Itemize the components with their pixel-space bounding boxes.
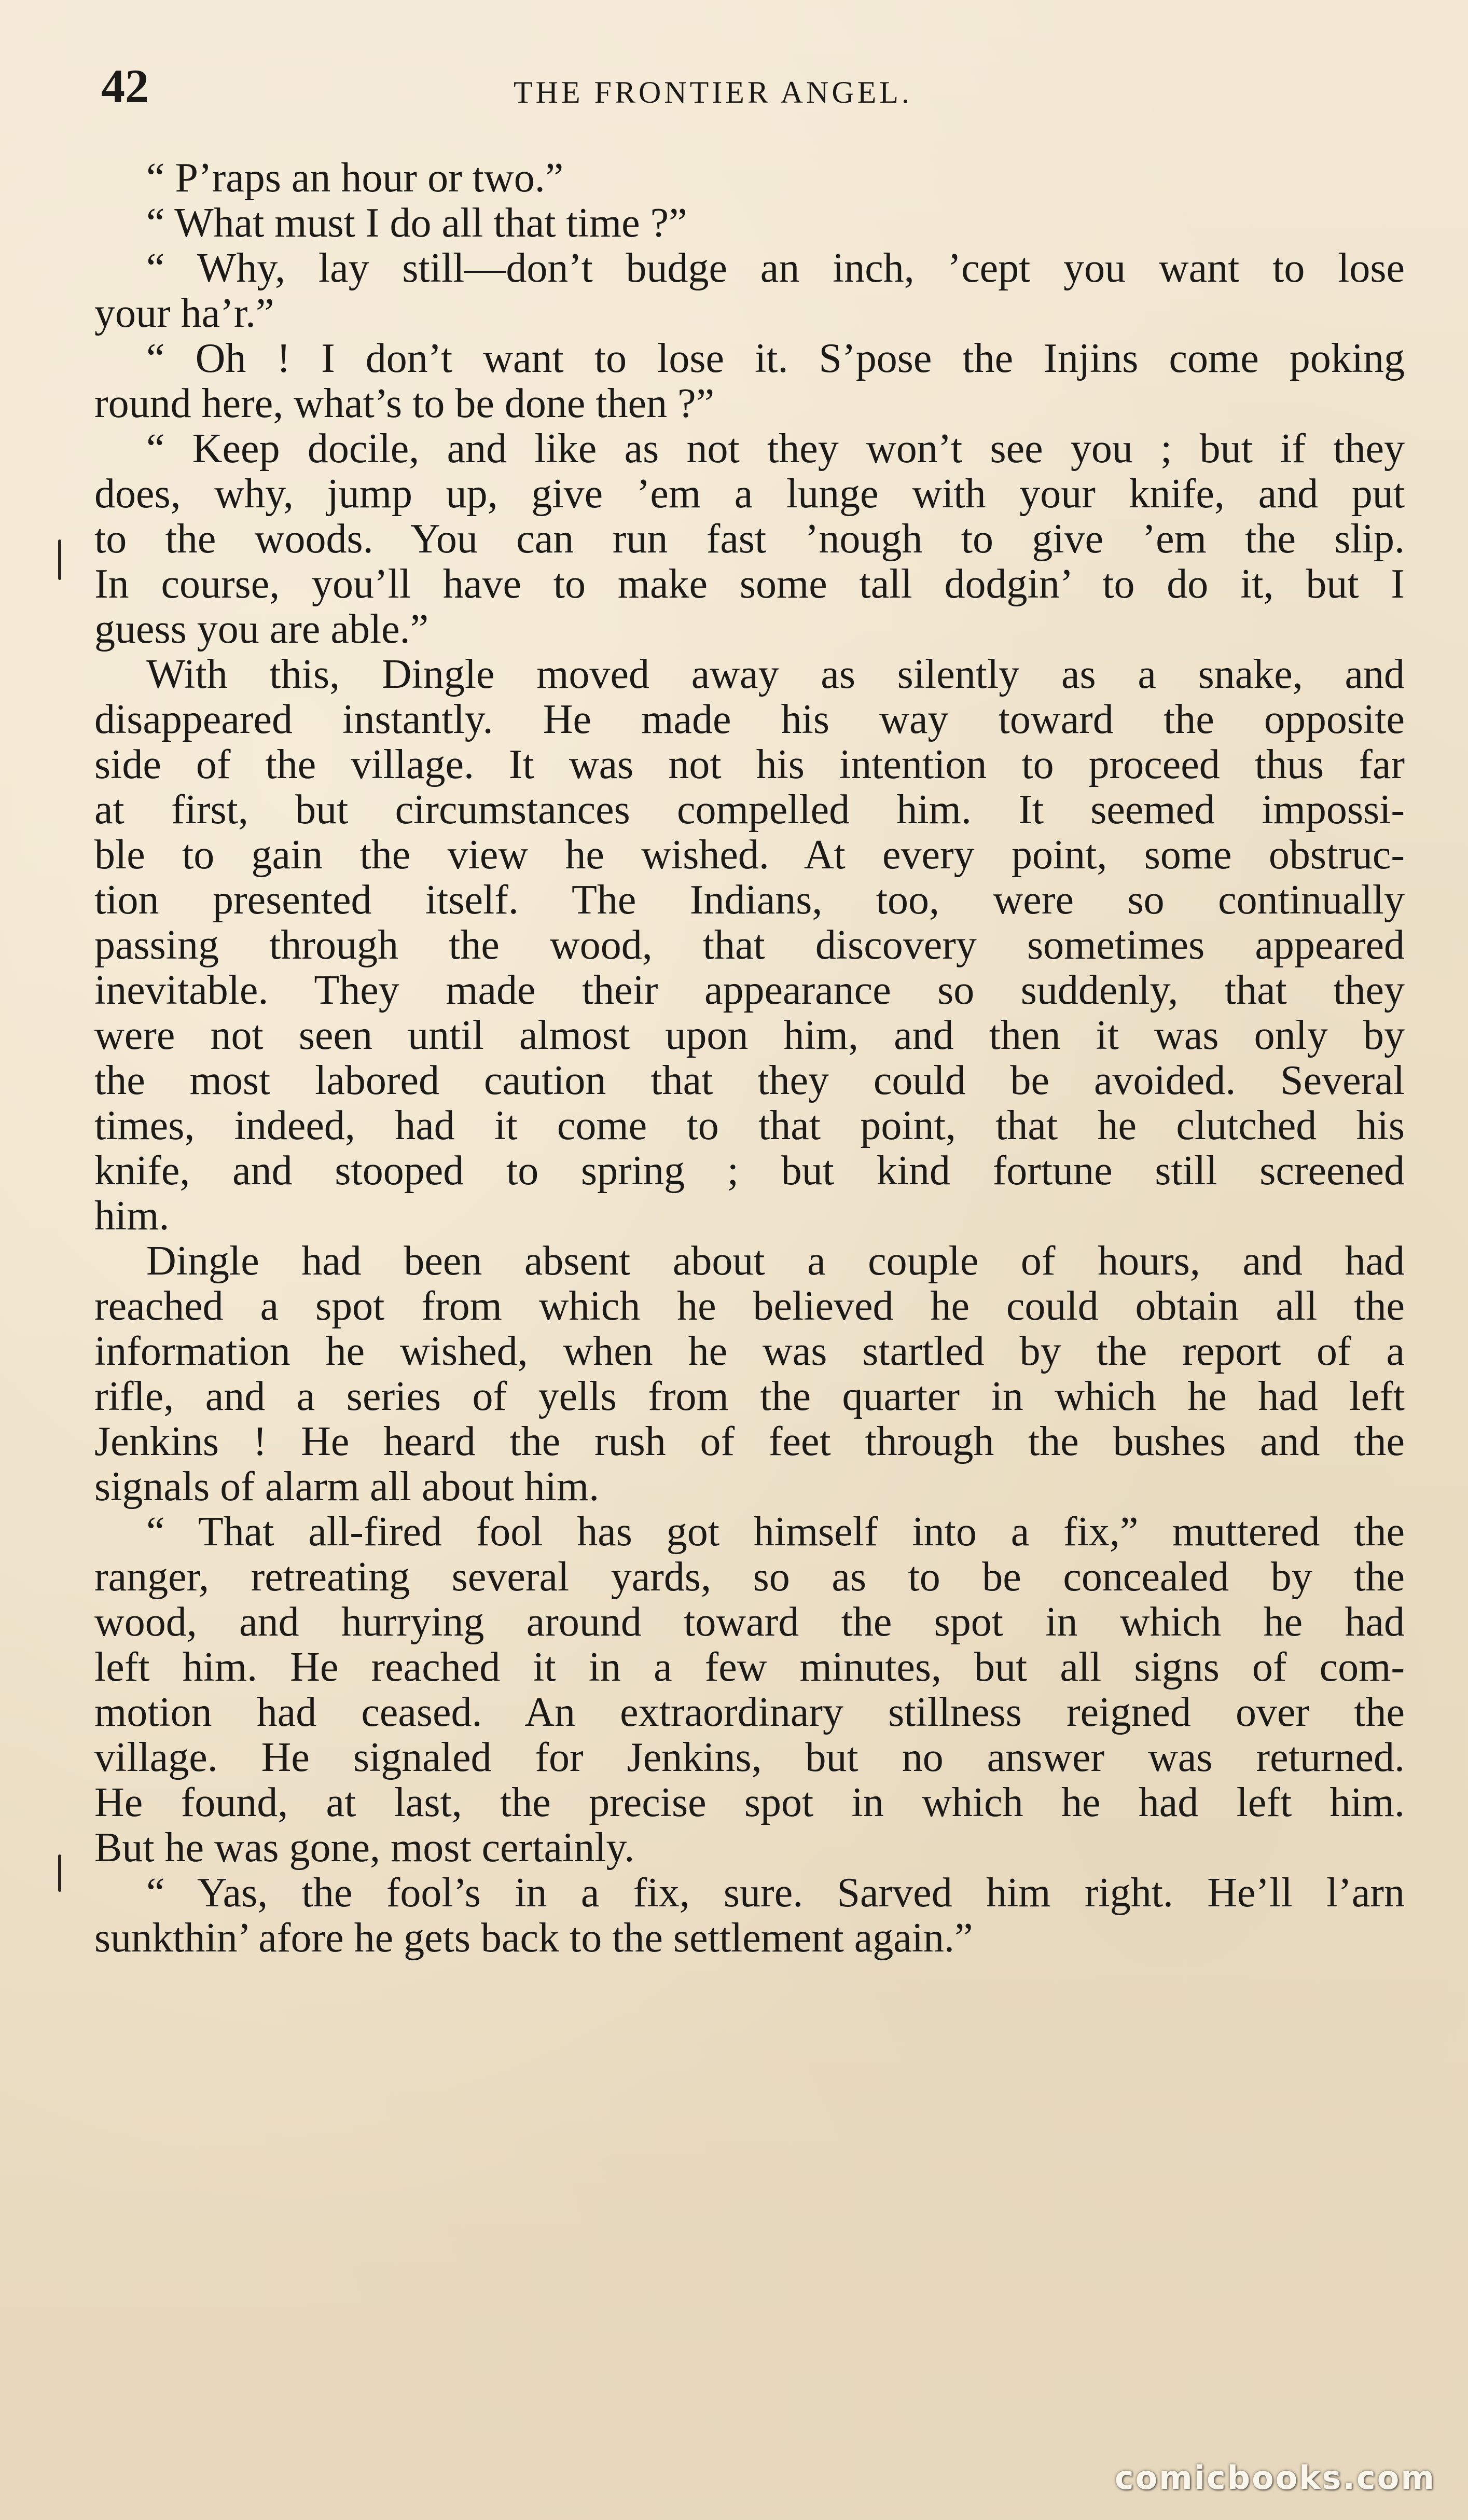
text-line: passing through the wood, that discovery sometimes appeared bbox=[94, 922, 1405, 968]
running-head: THE FRONTIER ANGEL. bbox=[514, 75, 912, 109]
text-line: knife, and stooped to spring ; but kind fortune still screened bbox=[94, 1148, 1405, 1194]
body-text bbox=[94, 156, 1405, 1961]
text-line: reached a spot from which he believed he could obtain all the bbox=[94, 1283, 1405, 1329]
text-line: “ Oh ! I don’t want to lose it. S’pose the Injins come poking bbox=[146, 336, 1405, 381]
text-line: inevitable. They made their appearance so suddenly, that they bbox=[94, 967, 1405, 1013]
text-line: “ P’raps an hour or two.” bbox=[146, 155, 564, 201]
text-line: were not seen until almost upon him, and then it was only by bbox=[94, 1013, 1405, 1058]
text-line: ranger, retreating several yards, so as to be concealed by the bbox=[94, 1554, 1405, 1600]
text-line: guess you are able.” bbox=[94, 606, 429, 652]
text-line: your ha’r.” bbox=[94, 290, 274, 336]
text-line: information he wished, when he was startled by the report of a bbox=[94, 1328, 1405, 1374]
text-line: rifle, and a series of yells from the quarter in which he had left bbox=[94, 1374, 1405, 1419]
text-line: times, indeed, had it come to that point, that he clutched his bbox=[94, 1103, 1405, 1148]
watermark: comicbooks.com bbox=[1114, 2459, 1436, 2497]
text-line: wood, and hurrying around toward the spot in which he had bbox=[94, 1599, 1405, 1645]
margin-mark bbox=[58, 1854, 61, 1892]
text-line: side of the village. It was not his intention to proceed thus far bbox=[94, 742, 1405, 787]
text-line: “ Why, lay still—don’t budge an inch, ’cept you want to lose bbox=[146, 245, 1405, 291]
text-line: left him. He reached it in a few minutes, but all signs of com- bbox=[94, 1644, 1405, 1690]
text-line: “ What must I do all that time ?” bbox=[146, 200, 687, 246]
text-line: to the woods. You can run fast ’nough to give ’em the slip. bbox=[94, 516, 1405, 562]
text-line: tion presented itself. The Indians, too, were so continually bbox=[94, 877, 1405, 923]
text-line: at first, but circumstances compelled him. It seemed impossi- bbox=[94, 787, 1405, 833]
text-line: “ That all-fired fool has got himself into a fix,” muttered the bbox=[146, 1509, 1405, 1555]
text-line: motion had ceased. An extraordinary stillness reigned over the bbox=[94, 1690, 1405, 1735]
text-line: Dingle had been absent about a couple of hours, and had bbox=[146, 1238, 1405, 1284]
text-line: him. bbox=[94, 1193, 170, 1239]
text-line: He found, at last, the precise spot in which he had left him. bbox=[94, 1780, 1405, 1825]
page-number: 42 bbox=[101, 60, 149, 113]
text-line: village. He signaled for Jenkins, but no answer was returned. bbox=[94, 1735, 1405, 1780]
text-line: does, why, jump up, give ’em a lunge with your knife, and put bbox=[94, 471, 1405, 517]
text-line: “ Yas, the fool’s in a fix, sure. Sarved him right. He’ll l’arn bbox=[146, 1870, 1405, 1916]
text-line: “ Keep docile, and like as not they won’t see you ; but if they bbox=[146, 426, 1405, 472]
text-line: round here, what’s to be done then ?” bbox=[94, 381, 715, 426]
text-line: sunkthin’ afore he gets back to the settlement again.” bbox=[94, 1915, 973, 1961]
text-line: With this, Dingle moved away as silently as a snake, and bbox=[146, 652, 1405, 697]
text-line: the most labored caution that they could be avoided. Several bbox=[94, 1058, 1405, 1103]
text-line: disappeared instantly. He made his way toward the opposite bbox=[94, 697, 1405, 742]
text-line: Jenkins ! He heard the rush of feet through the bushes and the bbox=[94, 1419, 1405, 1464]
text-line: In course, you’ll have to make some tall dodgin’ to do it, but I bbox=[94, 561, 1405, 607]
text-line: But he was gone, most certainly. bbox=[94, 1825, 635, 1871]
margin-mark bbox=[58, 539, 61, 580]
text-line: ble to gain the view he wished. At every point, some obstruc- bbox=[94, 832, 1405, 878]
text-line: signals of alarm all about him. bbox=[94, 1464, 600, 1510]
